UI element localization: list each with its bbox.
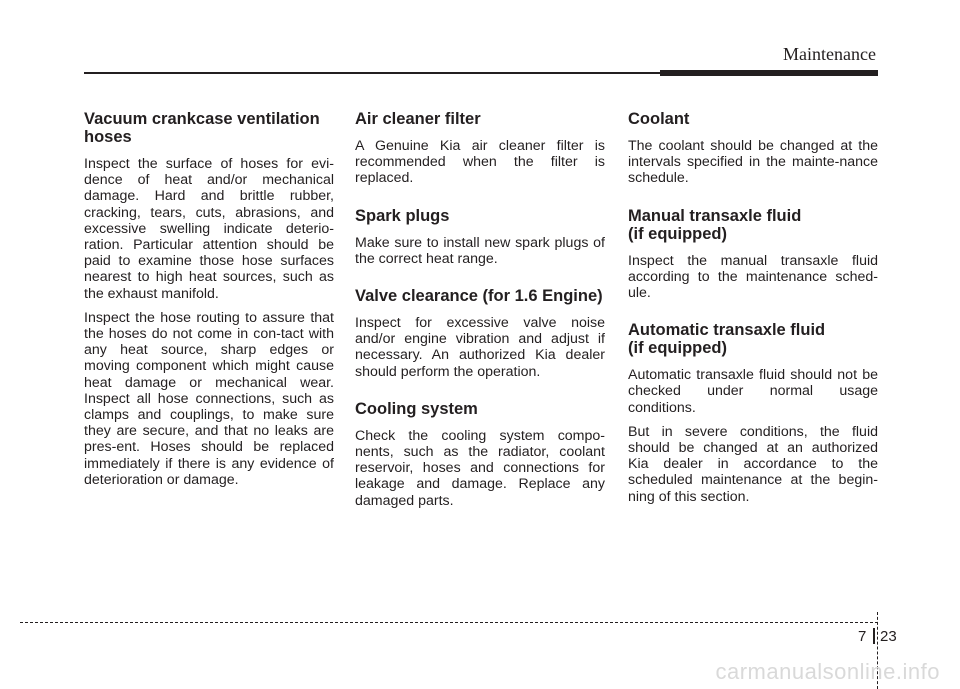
footer-rule [20,622,878,623]
section-heading: Manual transaxle fluid (if equipped) [628,206,802,243]
paragraph: A Genuine Kia air cleaner filter is recommended when the filter is replaced. [355,138,605,187]
section-heading: Air cleaner filter [355,110,481,128]
column-1 [84,110,334,496]
paragraph: Check the cooling system compo-nents, such as the radiator, coolant reservoir, hoses and connections for leakage and damage. Replace any damaged parts. [355,427,605,509]
section-heading: Automatic transaxle fluid (if equipped) [628,321,826,358]
header-rule-accent [660,70,878,76]
column-2 [355,110,605,517]
section-heading: Coolant [628,110,690,128]
paragraph: Inspect the surface of hoses for evi-dence of heat and/or mechanical damage. Hard and brittle rubber, cracking, tears, cuts, abrasions, and excessive swelling indicate deterio-ration. Particular attention should be paid to examine those hose surfaces nearest to high heat sources, such as the exhaust manifold. [84,156,334,302]
section-title: Maintenance [783,44,876,64]
paragraph: Inspect for excessive valve noise and/or engine vibration and adjust if necessary. An authorized Kia dealer should perform the operation. [355,315,605,380]
paragraph: Automatic transaxle fluid should not be checked under normal usage conditions. [628,367,878,416]
section-heading: Spark plugs [355,206,450,225]
section-heading: Cooling system [355,399,478,418]
paragraph: Inspect the hose routing to assure that the hoses do not come in con-tact with any heat source, sharp edges or moving component which might cause heat damage or mechanical wear. Inspect all hose connections, such as clamps and couplings, to make sure they are secure, and that no leaks are pres-ent. Hoses should be replaced immediately if there is any evidence of deterioration or damage. [84,309,334,488]
watermark: carmanualsonline.info [715,659,940,684]
column-3 [628,110,878,513]
section-heading: Vacuum crankcase ventilation hoses [84,110,320,146]
page-number: 23 [880,628,897,645]
paragraph: Inspect the manual transaxle fluid according to the maintenance sched-ule. [628,252,878,302]
paragraph: Make sure to install new spark plugs of the correct heat range. [355,234,605,267]
page-number-divider [873,628,875,644]
header-rule [84,72,664,74]
section-heading: Valve clearance (for 1.6 Engine) [355,287,603,306]
chapter-number: 7 [858,628,867,645]
paragraph: The coolant should be changed at the intervals specified in the mainte-nance schedule. [628,138,878,187]
paragraph: But in severe conditions, the fluid should be changed at an authorized Kia dealer in accordance to the scheduled maintenance at the begin-ning of this section. [628,423,878,505]
